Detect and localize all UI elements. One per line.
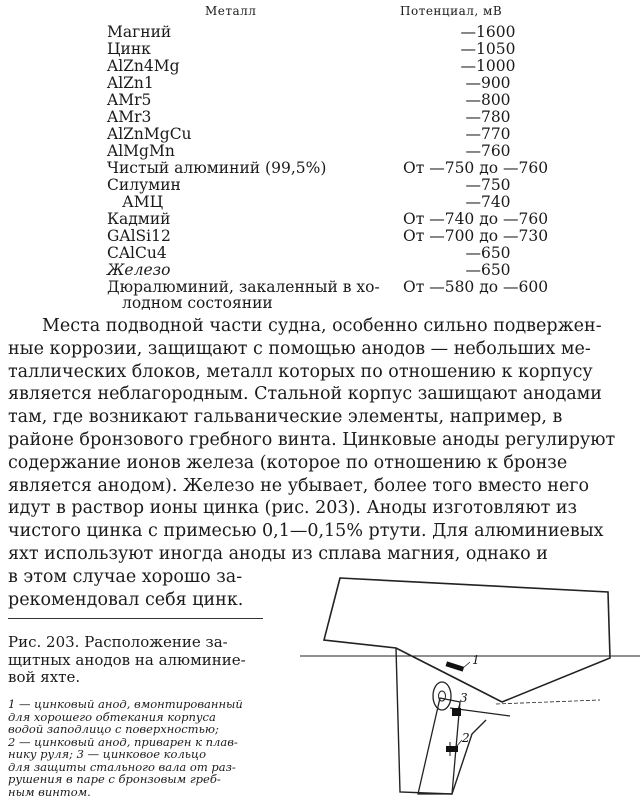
propeller bbox=[433, 682, 451, 710]
metal-cell: Цинк bbox=[107, 40, 151, 58]
potential-cell: —1000 bbox=[460, 57, 516, 75]
paragraph-line: яхт используют иногда аноды из сплава магния, однако и bbox=[8, 544, 548, 564]
potential-cell: —800 bbox=[465, 91, 511, 109]
metal-cell: AMr3 bbox=[107, 108, 152, 126]
keel bbox=[396, 648, 486, 794]
potential-cell: —1600 bbox=[460, 23, 516, 41]
legend-line: 1 — цинковый анод, вмонтированный bbox=[8, 697, 243, 711]
metal-cell: AlZn1 bbox=[107, 74, 154, 92]
table-row bbox=[0, 262, 640, 279]
metal-cell: GAlSi12 bbox=[107, 227, 171, 245]
metal-cell: Силумин bbox=[107, 176, 181, 194]
paragraph-line: там, где возникают гальванические элементы, например, в bbox=[8, 407, 563, 428]
paragraph-line: таллических блоков, металл которых по отношению к корпусу bbox=[8, 361, 593, 382]
paragraph-line: чистого цинка с примесью 0,1—0,15% ртути. Для алюминиевых bbox=[8, 521, 604, 542]
metal-cell: AlZnMgCu bbox=[107, 125, 192, 143]
potential-cell: От —750 до —760 bbox=[403, 159, 549, 177]
legend-line: ным винтом. bbox=[8, 784, 91, 799]
caption-line: щитных анодов на алюминие- bbox=[8, 650, 246, 669]
caption-divider bbox=[8, 618, 263, 619]
metal-cell: Кадмий bbox=[107, 210, 171, 228]
table-row bbox=[0, 143, 640, 160]
table-header bbox=[0, 4, 640, 22]
paragraph-line: Места подводной части судна, особенно сильно подвержен- bbox=[42, 316, 602, 336]
table-row bbox=[0, 295, 640, 312]
potential-cell: —1050 bbox=[460, 40, 516, 58]
paragraph-line: является неблагородным. Стальной корпус зашищают анодами bbox=[8, 384, 602, 405]
legend-line: нику руля; 3 — цинковое кольцо bbox=[8, 747, 206, 761]
paragraph-line: содержание ионов железа (которое по отношению к бронзе bbox=[8, 452, 568, 473]
metal-cell: АМЦ bbox=[122, 193, 164, 211]
potential-cell: —760 bbox=[465, 142, 511, 160]
metal-cell: Чистый алюминий (99,5%) bbox=[107, 159, 327, 177]
metal-cell: AlZn4Mg bbox=[107, 57, 180, 75]
table-row bbox=[0, 279, 640, 296]
legend-line: водой заподлицо с поверхностью; bbox=[8, 722, 219, 736]
metal-cell: CAlCu4 bbox=[107, 244, 167, 262]
potential-cell: —900 bbox=[465, 74, 511, 92]
table-row bbox=[0, 58, 640, 75]
table-row bbox=[0, 41, 640, 58]
anode-1 bbox=[446, 661, 465, 671]
figure-label-2: 2 bbox=[462, 731, 470, 745]
caption-line: вой яхте. bbox=[8, 668, 81, 686]
column-header-metal: Металл bbox=[205, 4, 257, 18]
legend-line: рушения в паре с бронзовым греб- bbox=[8, 772, 221, 786]
paragraph-line: идут в раствор ионы цинка (рис. 203). Аноды изготовляют из bbox=[8, 498, 578, 519]
paragraph-line: ные коррозии, защищают с помощью анодов — небольших ме- bbox=[8, 338, 591, 359]
potential-cell: От —700 до —730 bbox=[403, 227, 549, 245]
potential-cell: —750 bbox=[465, 176, 511, 194]
metal-cell: лодном состоянии bbox=[122, 294, 273, 312]
column-header-potential: Потенциал, мВ bbox=[400, 4, 503, 18]
table-row bbox=[0, 126, 640, 143]
table-row bbox=[0, 211, 640, 228]
metal-cell: Железо bbox=[107, 261, 171, 279]
potential-cell: —780 bbox=[465, 108, 511, 126]
potential-cell: От —580 до —600 bbox=[403, 278, 549, 296]
potential-cell: От —740 до —760 bbox=[403, 210, 549, 228]
metal-cell: AMr5 bbox=[107, 91, 152, 109]
metal-cell: Магний bbox=[107, 23, 172, 41]
metal-cell: AlMgMn bbox=[107, 142, 175, 160]
table-row bbox=[0, 24, 640, 41]
figure-label-3: 3 bbox=[460, 691, 468, 705]
figure-caption bbox=[8, 634, 268, 687]
figure-legend bbox=[8, 698, 270, 798]
table-row bbox=[0, 92, 640, 109]
potential-cell: —650 bbox=[465, 244, 511, 262]
paragraph-line: является анодом). Железо не убывает, более того вместо него bbox=[8, 475, 590, 496]
table-row bbox=[0, 75, 640, 92]
metal-cell: Дюралюминий, закаленный в хо- bbox=[107, 278, 380, 296]
caption-line: Рис. 203. Расположение за- bbox=[8, 633, 228, 651]
potential-cell: —650 bbox=[465, 261, 511, 279]
anode-3 bbox=[452, 708, 461, 716]
table-row bbox=[0, 245, 640, 262]
table-row bbox=[0, 177, 640, 194]
table-row bbox=[0, 160, 640, 177]
potential-cell: —740 bbox=[465, 193, 511, 211]
paragraph-line: в этом случае хорошо за- bbox=[8, 566, 243, 587]
potential-cell: —770 bbox=[465, 125, 511, 143]
yacht-stern-figure bbox=[300, 570, 640, 803]
legend-line: для защиты стального вала от раз- bbox=[8, 759, 236, 774]
legend-line: 2 — цинковый анод, приварен к плав- bbox=[8, 734, 238, 749]
paragraph-line: районе бронзового гребного винта. Цинковые аноды регулируют bbox=[8, 430, 616, 450]
table-row bbox=[0, 194, 640, 211]
shaft-strut bbox=[496, 700, 600, 704]
legend-line: для хорошего обтекания корпуса bbox=[8, 709, 216, 724]
figure-label-1: 1 bbox=[472, 653, 480, 667]
paragraph-line: рекомендовал себя цинк. bbox=[8, 589, 244, 610]
table-row bbox=[0, 228, 640, 245]
table-row bbox=[0, 109, 640, 126]
propeller-hub bbox=[439, 691, 446, 701]
